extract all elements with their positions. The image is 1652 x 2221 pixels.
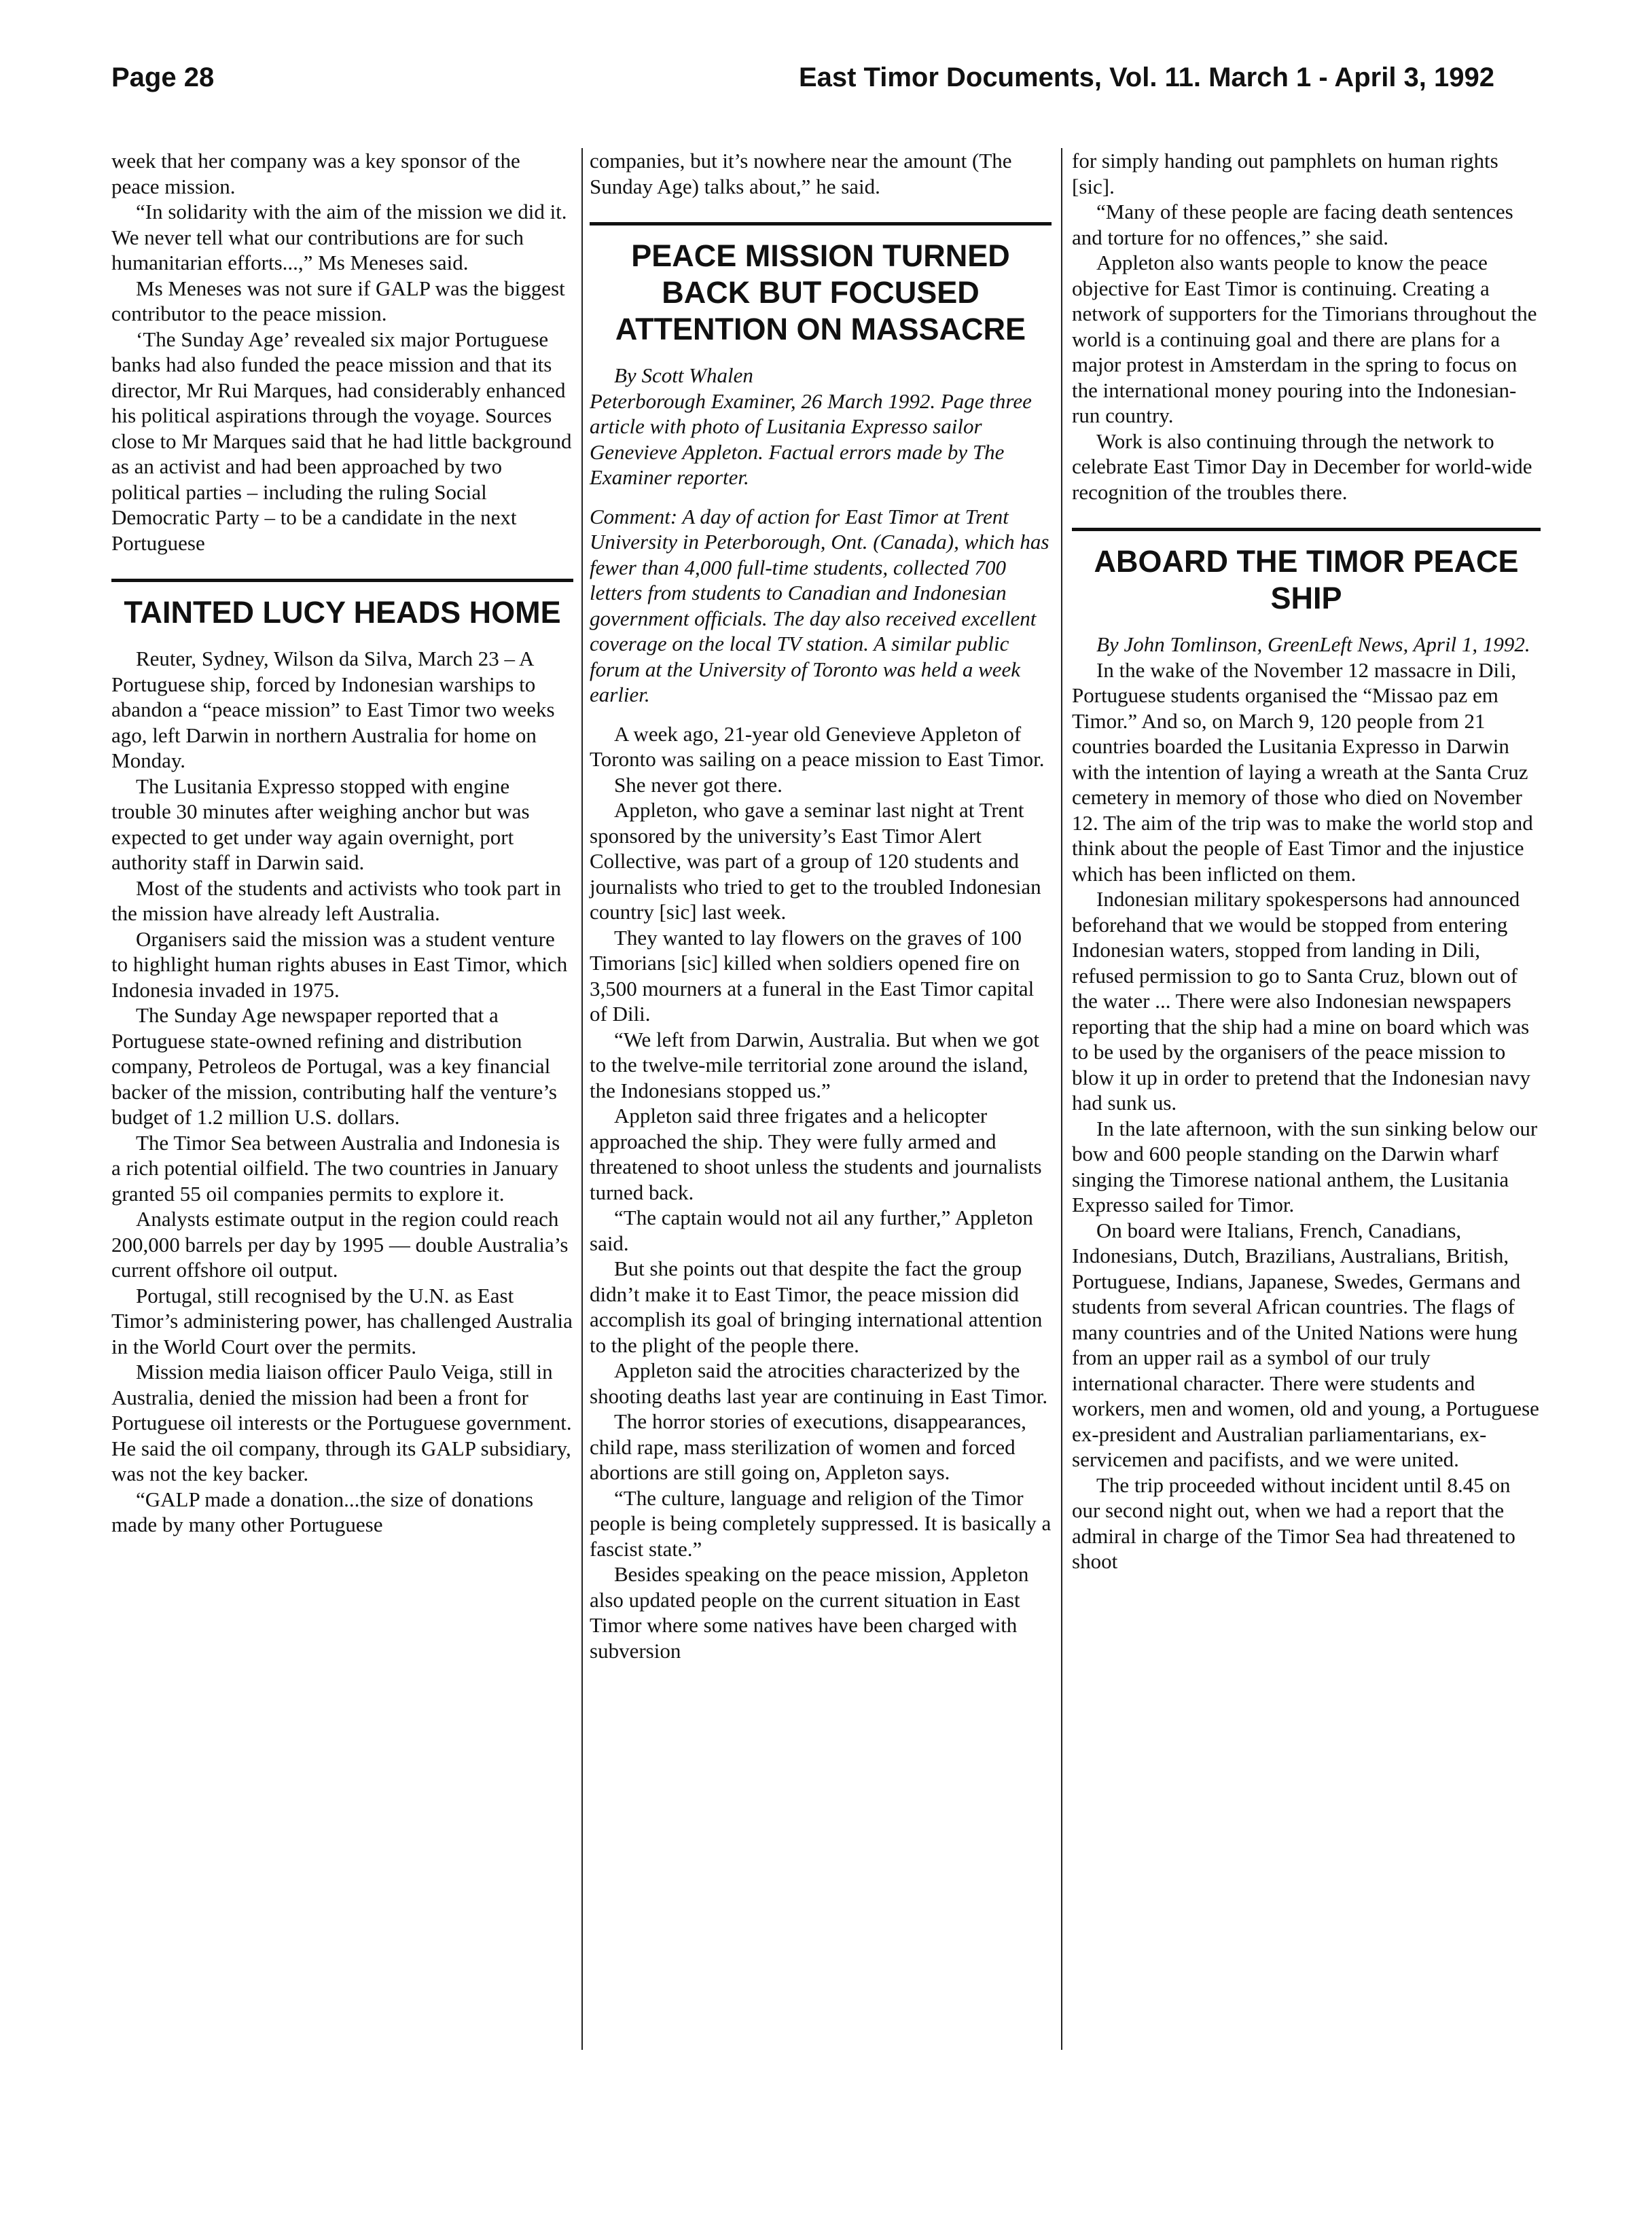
column-divider-2 [1061, 148, 1062, 2050]
paragraph: Organisers said the mission was a student venture to highlight human rights abuses in East Timor, which Indonesia invaded in 1975. [111, 926, 568, 1002]
paragraph: “Many of these people are facing death sentences and torture for no offences,” she said. [1072, 200, 1513, 249]
paragraph: “The culture, language and religion of the Timor people is being completely suppressed. It is basically a fascist state.” [590, 1485, 1052, 1561]
paragraph: ‘The Sunday Age’ revealed six major Portuguese banks had also funded the peace mission and that its director, Mr Rui Marques, had considerably enhanced his political aspirations through the voyage. Sources close to Mr Marques said that he had little background as an activist and had been approached by two political parties – including the ruling Social Democratic Party – to be a candidate in the next Portuguese [111, 327, 572, 555]
paragraph: “In solidarity with the aim of the mission we did it. We never tell what our contributions are for such humanitarian efforts...,” Ms Meneses said. [111, 200, 567, 274]
publication-title: East Timor Documents, Vol. 11. March 1 - April 3, 1992 [798, 62, 1494, 92]
paragraph: Ms Meneses was not sure if GALP was the biggest contributor to the peace mission. [111, 276, 565, 325]
paragraph: Portugal, still recognised by the U.N. as East Timor’s administering power, has challenged Australia in the World Court over the permits. [111, 1283, 573, 1358]
section-rule [1072, 528, 1541, 531]
paragraph: In the late afternoon, with the sun sinking below our bow and 600 people standing on the Darwin wharf singing the Timorese national anthem, the Lusitania Expresso sailed for Timor. [1072, 1116, 1538, 1216]
paragraph: Analysts estimate output in the region could reach 200,000 barrels per day by 1995 — double Australia’s current offshore oil output. [111, 1207, 569, 1282]
paragraph: Appleton also wants people to know the peace objective for East Timor is continuing. Creating a network of supporters for the Timorians throughout the world is a continuing goal and there are plans for a major protest in Amsterdam in the spring to focus on the international money pouring into the Indonesian-run country. [1072, 251, 1537, 427]
paragraph: She never got there. [614, 772, 783, 797]
column-2 [590, 148, 1052, 1663]
page-number: Page 28 [111, 62, 215, 92]
paragraph: In the wake of the November 12 massacre in Dili, Portuguese students organised the “Missao paz em Timor.” And so, on March 9, 120 people from 21 countries boarded the Lusitania Expresso in Darwin with the intention of laying a wreath at the Santa Cruz cemetery in memory of those who died on November 12. The aim of the trip was to make the world stop and think about the people of East Timor and the injustice which has been inflicted on them. [1072, 657, 1533, 886]
paragraph: week that her company was a key sponsor of the peace mission. [111, 149, 520, 198]
section-rule [590, 222, 1052, 225]
paragraph: The Sunday Age newspaper reported that a Portuguese state-owned refining and distribution company, Petroleos de Portugal, was a key financial backer of the mission, contributing half the venture’s budget of 1.2 million U.S. dollars. [111, 1003, 557, 1129]
paragraph: But she points out that despite the fact the group didn’t make it to East Timor, the peace mission did accomplish its goal of bringing international attention to the plight of the people there. [590, 1257, 1043, 1357]
paragraph: They wanted to lay flowers on the graves of 100 Timorians [sic] killed when soldiers opened fire on 3,500 mourners at a funeral in the East Timor capital of Dili. [590, 925, 1035, 1026]
paragraph: Mission media liaison officer Paulo Veiga, still in Australia, denied the mission had been a front for Portuguese oil interests or the Portuguese government. He said the oil company, through its GALP subsidiary, was not the key backer. [111, 1360, 572, 1485]
paragraph: Most of the students and activists who took part in the mission have already left Australia. [111, 875, 561, 925]
paragraph: Appleton, who gave a seminar last night at Trent sponsored by the university’s East Timor Alert Collective, was part of a group of 120 students and journalists who tried to get to the troubled Indonesian country [sic] last week. [590, 798, 1041, 924]
paragraph: The trip proceeded without incident until 8.45 on our second night out, when we had a report that the admiral in charge of the Timor Sea had threatened to shoot [1072, 1473, 1515, 1573]
headline-peace-mission: PEACE MISSION TURNED BACK BUT FOCUSED ATTENTION ON MASSACRE [615, 238, 1026, 346]
paragraph: Work is also continuing through the network to celebrate East Timor Day in December for world-wide recognition of the troubles there. [1072, 429, 1532, 504]
paragraph: “The captain would not ail any further,” Appleton said. [590, 1206, 1033, 1255]
paragraph: Reuter, Sydney, Wilson da Silva, March 23 – A Portuguese ship, forced by Indonesian warships to abandon a “peace mission” to East Timor two weeks ago, left Darwin in northern Australia for home on Monday. [111, 647, 555, 772]
paragraph: “We left from Darwin, Australia. But when we got to the twelve-mile territorial zone around the island, the Indonesians stopped us.” [590, 1027, 1039, 1102]
source-note: Peterborough Examiner, 26 March 1992. Page three article with photo of Lusitania Expresso sailor Genevieve Appleton. Factual errors made by The Examiner reporter. [590, 389, 1032, 489]
paragraph: The Timor Sea between Australia and Indonesia is a rich potential oilfield. The two countries in January granted 55 oil companies permits to explore it. [111, 1130, 560, 1206]
column-1 [111, 148, 573, 1538]
byline: By John Tomlinson, GreenLeft News, April 1, 1992. [1096, 632, 1530, 656]
paragraph: The Lusitania Expresso stopped with engine trouble 30 minutes after weighing anchor but was expected to get under way again overnight, port authority staff in Darwin said. [111, 774, 530, 874]
paragraph: for simply handing out pamphlets on human rights [sic]. [1072, 149, 1498, 198]
column-divider-1 [581, 148, 583, 2050]
comment-note: Comment: A day of action for East Timor at Trent University in Peterborough, Ont. (Canada), which has fewer than 4,000 full-time students, collected 700 letters from students to Canadian and Indonesian government officials. The day also received excellent coverage on the local TV station. A similar public forum at the University of Toronto was held a week earlier. [590, 504, 1049, 706]
paragraph: “GALP made a donation...the size of donations made by many other Portuguese [111, 1487, 534, 1536]
paragraph: Besides speaking on the peace mission, Appleton also updated people on the current situation in East Timor where some natives have been charged with subversion [590, 1562, 1029, 1663]
headline-tainted-lucy: TAINTED LUCY HEADS HOME [124, 595, 561, 630]
paragraph: Indonesian military spokespersons had announced beforehand that we would be stopped from entering Indonesian waters, stopped from landing in Dili, refused permission to go to Santa Cruz, blown out of the water ... There were also Indonesian newspapers reporting that the ship had a mine on board which was to be used by the organisers of the peace mission to blow it up in order to pretend that the Indonesian navy had sunk us. [1072, 887, 1530, 1115]
paragraph: companies, but it’s nowhere near the amount (The Sunday Age) talks about,” he said. [590, 149, 1012, 198]
paragraph: Appleton said three frigates and a helicopter approached the ship. They were fully armed and threatened to shoot unless the students and journalists turned back. [590, 1104, 1042, 1204]
column-3 [1072, 148, 1541, 1574]
paragraph: The horror stories of executions, disappearances, child rape, mass sterilization of women and forced abortions are still going on, Appleton says. [590, 1409, 1026, 1484]
paragraph: A week ago, 21-year old Genevieve Appleton of Toronto was sailing on a peace mission to East Timor. [590, 721, 1045, 771]
section-rule [111, 579, 573, 582]
paragraph: Appleton said the atrocities characterized by the shooting deaths last year are continuing in East Timor. [590, 1358, 1048, 1408]
byline: By Scott Whalen [614, 363, 753, 387]
paragraph: On board were Italians, French, Canadians, Indonesians, Dutch, Brazilians, Australians, British, Portuguese, Indians, Japanese, Swedes, Germans and students from several African countries. The flags of many countries and of the United Nations were hung from an upper rail as a symbol of our truly international character. There were students and workers, men and women, old and young, a Portuguese ex-president and Australian parliamentarians, ex- servicemen and pacifists, and we were united. [1072, 1218, 1539, 1471]
headline-aboard-peace-ship: ABOARD THE TIMOR PEACE SHIP [1094, 544, 1519, 615]
